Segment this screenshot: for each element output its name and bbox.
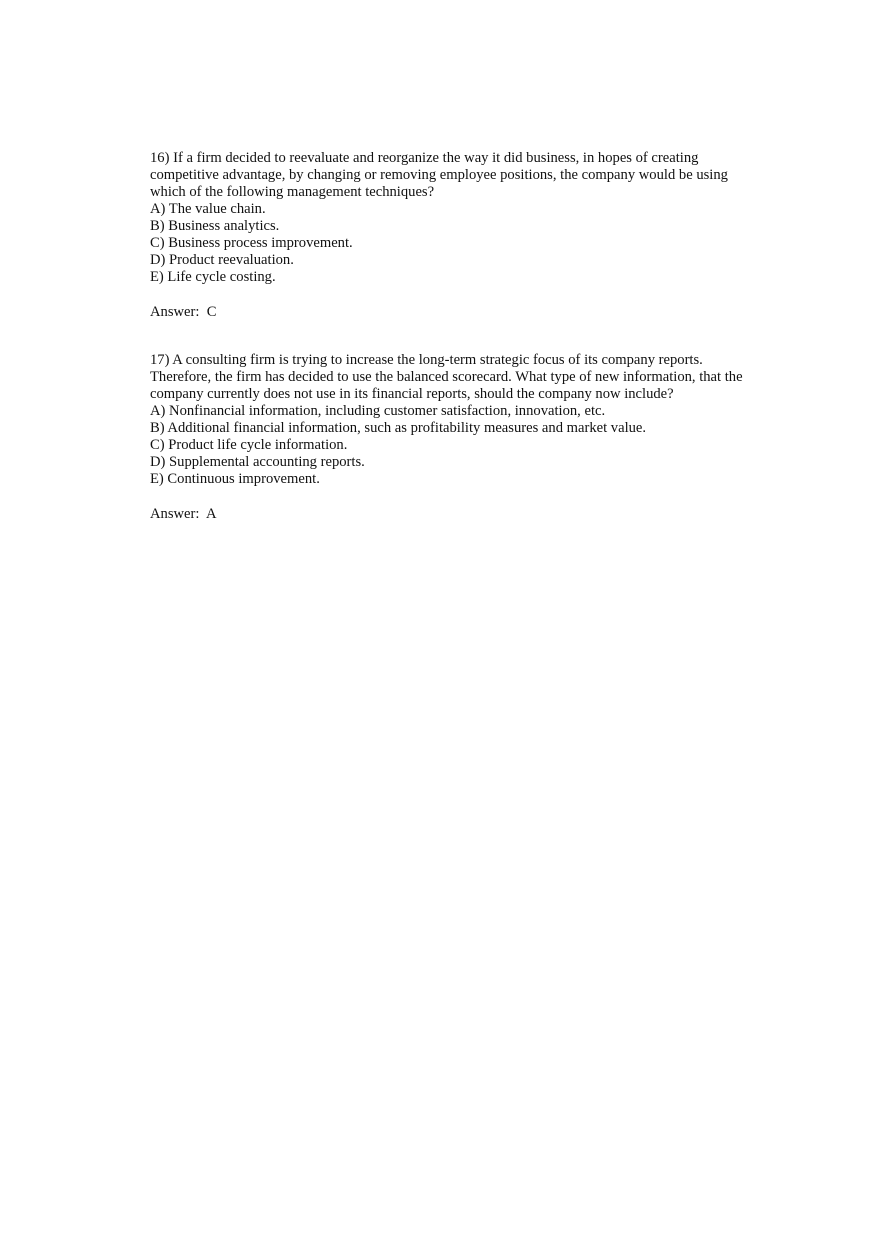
option-e: E) Life cycle costing. (150, 269, 276, 285)
answer-line: Answer: C (150, 304, 217, 320)
option-b: B) Additional financial information, such as profitability measures and market value. (150, 420, 647, 436)
question-text: 16) If a firm decided to reevaluate and reorganize the way it did business, in hopes of creating competitive advantage, by changing or removing employee positions, the company would be using which of the following management techniques? (150, 150, 728, 200)
option-list (150, 403, 750, 488)
option-d: D) Product reevaluation. (150, 252, 294, 268)
option-d: D) Supplemental accounting reports. (150, 454, 365, 470)
option-b: B) Business analytics. (150, 218, 280, 234)
option-list (150, 201, 750, 286)
option-e: E) Continuous improvement. (150, 471, 320, 487)
question-16 (150, 150, 750, 321)
option-c: C) Business process improvement. (150, 235, 353, 251)
question-17 (150, 352, 750, 523)
option-c: C) Product life cycle information. (150, 437, 348, 453)
option-a: A) The value chain. (150, 201, 266, 217)
option-a: A) Nonfinancial information, including customer satisfaction, innovation, etc. (150, 403, 606, 419)
answer-line: Answer: A (150, 506, 217, 522)
question-text: 17) A consulting firm is trying to increase the long-term strategic focus of its company reports. Therefore, the firm has decided to use the balanced scorecard. What type of new information, that the company currently does not use in its financial reports, should the company now include? (150, 352, 743, 402)
